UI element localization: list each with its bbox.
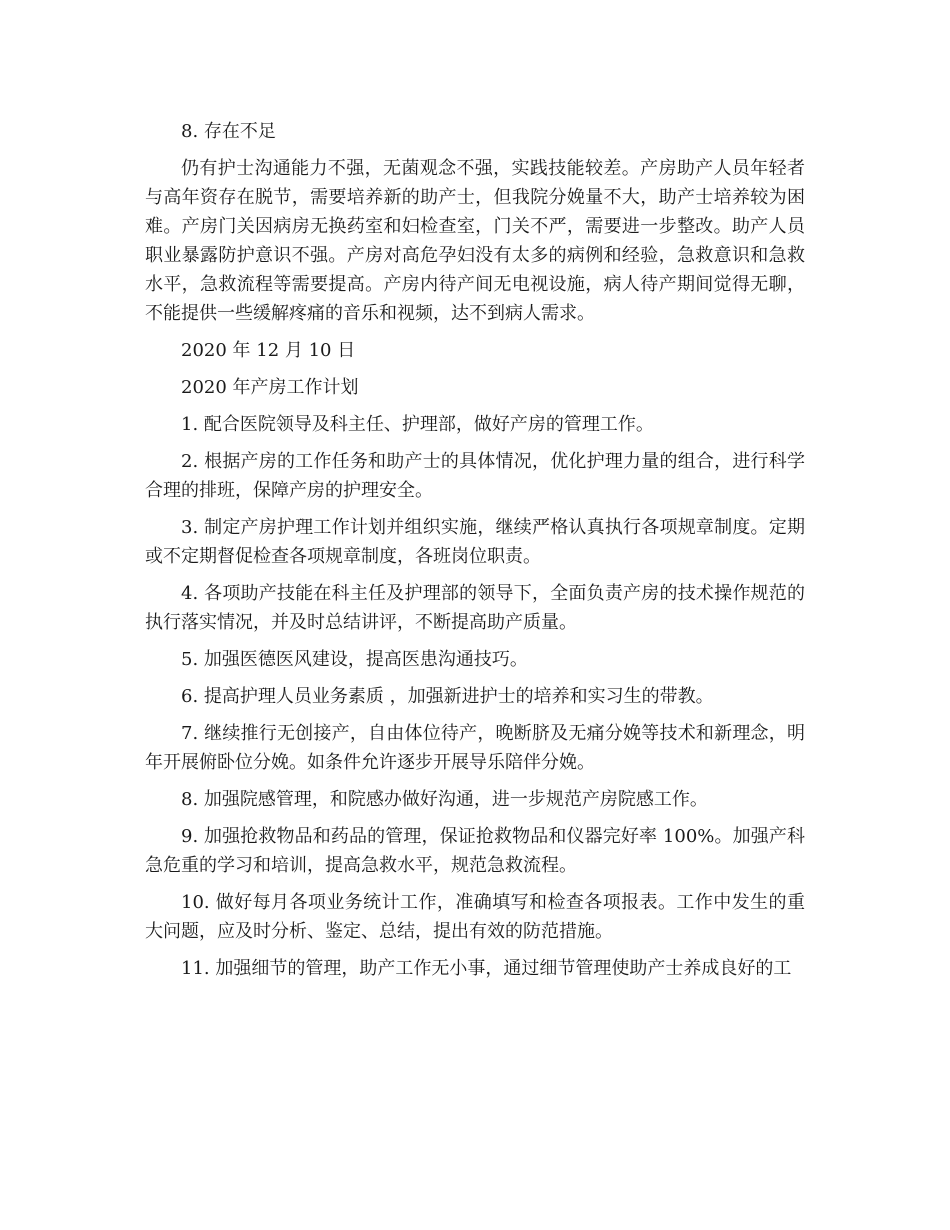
plan-item-4: 4. 各项助产技能在科主任及护理部的领导下，全面负责产房的技术操作规范的执行落实情况，并及时总结讲评，不断提高助产质量。 (145, 583, 805, 633)
shortcomings-paragraph: 仍有护士沟通能力不强，无菌观念不强，实践技能较差。产房助产人员年轻者与高年资存在脱节，需要培养新的助产士，但我院分娩量不大，助产士培养较为困难。产房门关因病房无换药室和妇检查室，门关不严，需要进一步整改。助产人员职业暴露防护意识不强。产房对高危孕妇没有太多的病例和经验，急救意识和急救水平，急救流程等需要提高。产房内待产间无电视设施，病人待产期间觉得无聊，不能提供一些缓解疼痛的音乐和视频，达不到病人需求。 (145, 158, 805, 324)
plan-item-2: 2. 根据产房的工作任务和助产士的具体情况，优化护理力量的组合，进行科学合理的排班，保障产房的护理安全。 (145, 451, 805, 501)
plan-item-7: 7. 继续推行无创接产，自由体位待产，晚断脐及无痛分娩等技术和新理念，明年开展俯卧位分娩。如条件允许逐步开展导乐陪伴分娩。 (145, 723, 805, 773)
plan-item-3: 3. 制定产房护理工作计划并组织实施，继续严格认真执行各项规章制度。定期或不定期督促检查各项规章制度，各班岗位职责。 (145, 517, 805, 567)
document-date: 2020 年 12 月 10 日 (181, 340, 356, 361)
plan-item-5: 5. 加强医德医风建设，提高医患沟通技巧。 (181, 649, 528, 670)
plan-item-10: 10. 做好每月各项业务统计工作，准确填写和检查各项报表。工作中发生的重大问题，应及时分析、鉴定、总结，提出有效的防范措施。 (145, 892, 805, 942)
plan-title: 2020 年产房工作计划 (181, 377, 359, 398)
section-heading: 8. 存在不足 (181, 121, 276, 142)
plan-item-6: 6. 提高护理人员业务素质 ，加强新进护士的培养和实习生的带教。 (181, 686, 714, 707)
plan-item-1: 1. 配合医院领导及科主任、护理部，做好产房的管理工作。 (181, 414, 654, 435)
plan-item-8: 8. 加强院感管理，和院感办做好沟通，进一步规范产房院感工作。 (181, 789, 708, 810)
plan-item-9: 9. 加强抢救物品和药品的管理，保证抢救物品和仪器完好率 100%。加强产科急危重的学习和培训，提高急救水平，规范急救流程。 (145, 826, 805, 876)
document-body (145, 117, 805, 991)
plan-item-11: 11. 加强细节的管理，助产工作无小事，通过细节管理使助产士养成良好的工 (181, 958, 792, 979)
